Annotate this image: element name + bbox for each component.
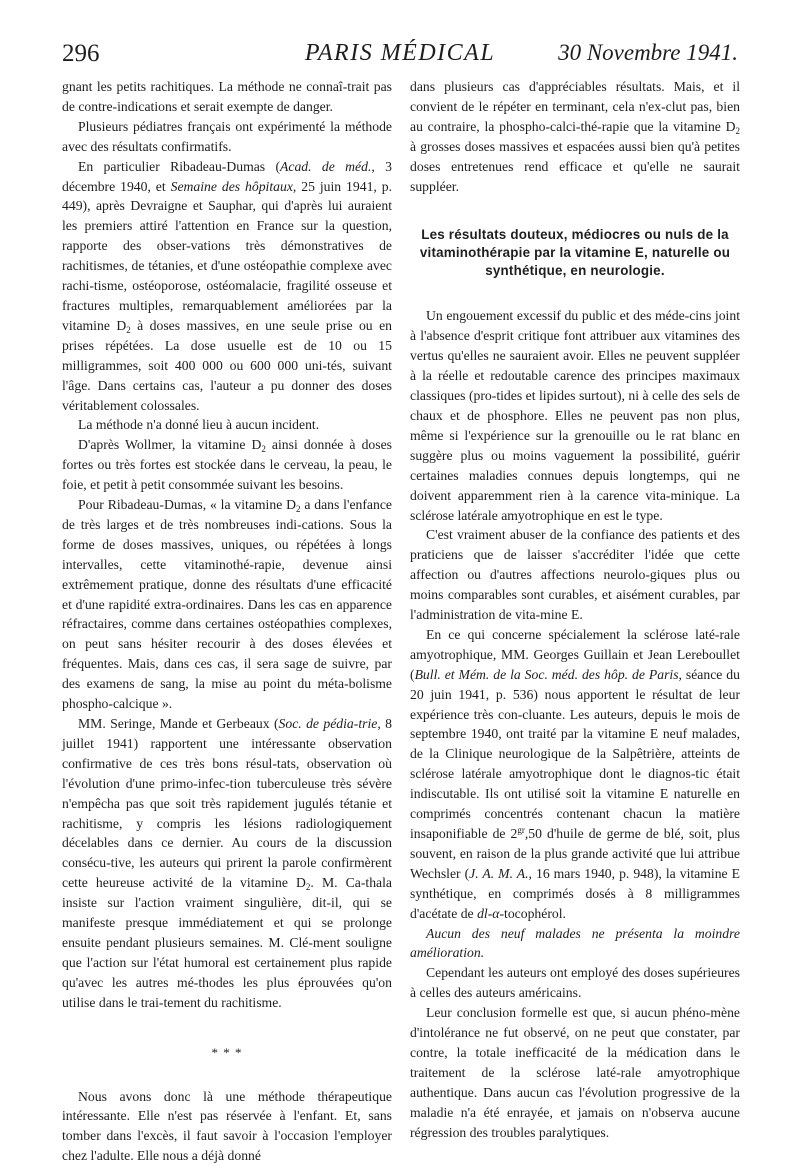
- section-heading: Les résultats douteux, médiocres ou nuls de la vitaminothérapie par la vitamine E, naturelle ou synthétique, en neurologie.: [410, 226, 740, 280]
- paragraph: Un engouement excessif du public et des méde-cins joint à l'absence d'esprit critique font attribuer aux vitamines des vertus qu'elles ne sauraient avoir. Elles ne peuvent suppléer à la réelle et redoutable carence des principes maximaux classiques (pro-tides et lipides surtout), ni à celle des sels de chaux et de phosphore. Elles ne peuvent pas non plus, même si l'expérience sur la grenouille ou le rat blanc en suggère plus ou moins vaguement la possibilité, guérir certaines maladies connues depuis longtemps, qui ne doivent apparemment rien à la carence vita-minique. La sclérose latérale amyotrophique en est le type.: [410, 306, 740, 525]
- paragraph: Cependant les auteurs ont employé des doses supérieures à celles des auteurs américains.: [410, 963, 740, 1003]
- paragraph: En ce qui concerne spécialement la sclérose laté-rale amyotrophique, MM. Georges Guillain et Jean Lereboullet (Bull. et Mém. de la Soc. méd. des hôp. de Paris, séance du 20 juin 1941, p. 536) nous apportent le résultat de leur expérience très con-cluante. Les auteurs, depuis le mois de septembre 1940, ont traité par la vitamine E neuf malades, de la Clinique neurologique de la Salpêtrière, atteints de sclérose latérale amyotrophique dont le diagnos-tic était indiscutable. Ils ont utilisé soit la vitamine E naturelle en comprimés concentrés contenant chacun la matière insaponifiable de $2^{gr},50$ d'huile de germe de blé, soit, plus souvent, en raison de la plus grande activité que lui attribue Wechsler (J. A. M. A., 16 mars 1940, p. 948), la vitamine E synthétique, en comprimés dosés à 8 milligrammes d'acétate de dl-α-tocophérol.: [410, 625, 740, 924]
- paragraph: La méthode n'a donné lieu à aucun incident.: [62, 415, 392, 435]
- paragraph: Leur conclusion formelle est que, si aucun phéno-mène d'intolérance ne fut observé, on ne peut que constater, par contre, la totale inefficacité de la médication dans le traitement de la sclérose laté-rale amyotrophique authentique. Dans aucun cas l'évolution progressive de la maladie n'a été enrayée, et jamais on n'observa aucune régression des troubles paralytiques.: [410, 1003, 740, 1142]
- asterism-divider: * * *: [62, 1043, 392, 1063]
- paragraph: C'est vraiment abuser de la confiance des patients et des praticiens que de laisser s'accréditer l'idée que cette affection ou d'autres affections neurolo-giques plus ou moins comparables sont curables, et aisément curables, par l'administration de vita-mine E.: [410, 525, 740, 625]
- paragraph: gnant les petits rachitiques. La méthode ne connaî-trait pas de contre-indications et serait exempte de danger.: [62, 77, 392, 117]
- journal-title: PARIS MÉDICAL: [62, 40, 738, 67]
- page-number: 296: [62, 40, 100, 68]
- paragraph: MM. Seringe, Mande et Gerbeaux (Soc. de pédia-trie, 8 juillet 1941) rapportent une intéressante observation confirmative de ces très bons résul-tats, observation où l'évolution d'une primo-infec-tion tuberculeuse très sévère n'empêcha pas que soit très rapidement jugulés tétanie et rachitisme, y compris les lésions radiologiquement décelables dans ce dernier. Au cours de la discussion consécu-tive, les auteurs qui prirent la parole confirmèrent cette heureuse activité de la vitamine $D_2$. M. Ca-thala insiste sur l'action vraiment singulière, dit-il, qui se manifeste presque immédiatement et qui se prolonge ensuite pendant plusieurs semaines. M. Clé-ment souligne que l'action sur l'état humoral est certainement plus rapide qu'avec les autres mé-thodes les plus éprouvées qu'on utilise dans le trai-tement du rachitisme.: [62, 714, 392, 1013]
- left-column: [62, 77, 392, 1166]
- paragraph: Pour Ribadeau-Dumas, « la vitamine $D_2$ a dans l'enfance de très larges et de très nombreuses indi-cations. Sous la forme de doses massives, uniques, ou répétées à longs intervalles, cette vitaminothé-rapie, devenue ainsi extrêmement pratique, donne des résultats d'une efficacité et d'une rapidité extra-ordinaires. Dans les cas en apparence réfractaires, comme dans certaines ostéopathies complexes, on peut sans hésiter recourir à des doses élevées et fréquentes. Mais, dans ces cas, il sera sage de suivre, par des examens de sang, la mise au point du méta-bolisme phospho-calcique ».: [62, 495, 392, 714]
- right-column: [410, 77, 740, 1143]
- page-header: [62, 40, 738, 74]
- paragraph: Aucun des neuf malades ne présenta la moindre amélioration.: [410, 924, 740, 964]
- paragraph: Nous avons donc là une méthode thérapeutique intéressante. Elle n'est pas réservée à l'enfant. Et, sans tomber dans l'excès, il faut savoir à l'occasion l'employer chez l'adulte. Elle nous a déjà donné: [62, 1087, 392, 1166]
- paragraph: Plusieurs pédiatres français ont expérimenté la méthode avec des résultats confirmatifs.: [62, 117, 392, 157]
- paragraph: En particulier Ribadeau-Dumas (Acad. de méd., 3 décembre 1940, et Semaine des hôpitaux, 25 juin 1941, p. 449), après Devraigne et Sauphar, qui d'après lui auraient les premiers attiré l'attention en France sur la question, rapporte des obser-vations très démonstratives de rachitismes, de tétanies, et d'une ostéopathie complexe avec rachi-tisme, ostéoporose, ostéomalacie, fragilité osseuse et fractures multiples, remarquablement améliorées par la vitamine $D_2$ à doses massives, en une seule prise ou en prises répétées. La dose usuelle est de 10 ou 15 milligrammes, soit 400 000 ou 600 000 uni-tés, suivant l'âge. Dans certains cas, l'auteur a pu donner des doses véritablement colossales.: [62, 157, 392, 416]
- paragraph: dans plusieurs cas d'appréciables résultats. Mais, et il convient de le répéter en terminant, cela n'ex-clut pas, bien au contraire, la phospho-calci-thé-rapie que la vitamine $D_2$ à grosses doses massives et espacées aussi bien qu'à petites doses entretenues rend efficace et qu'elle ne saurait suppléer.: [410, 77, 740, 196]
- issue-date: 30 Novembre 1941.: [558, 40, 738, 66]
- paragraph: D'après Wollmer, la vitamine $D_2$ ainsi donnée à doses fortes ou très fortes est stockée dans le cerveau, la peau, le foie, et petit à petit consommée suivant les besoins.: [62, 435, 392, 495]
